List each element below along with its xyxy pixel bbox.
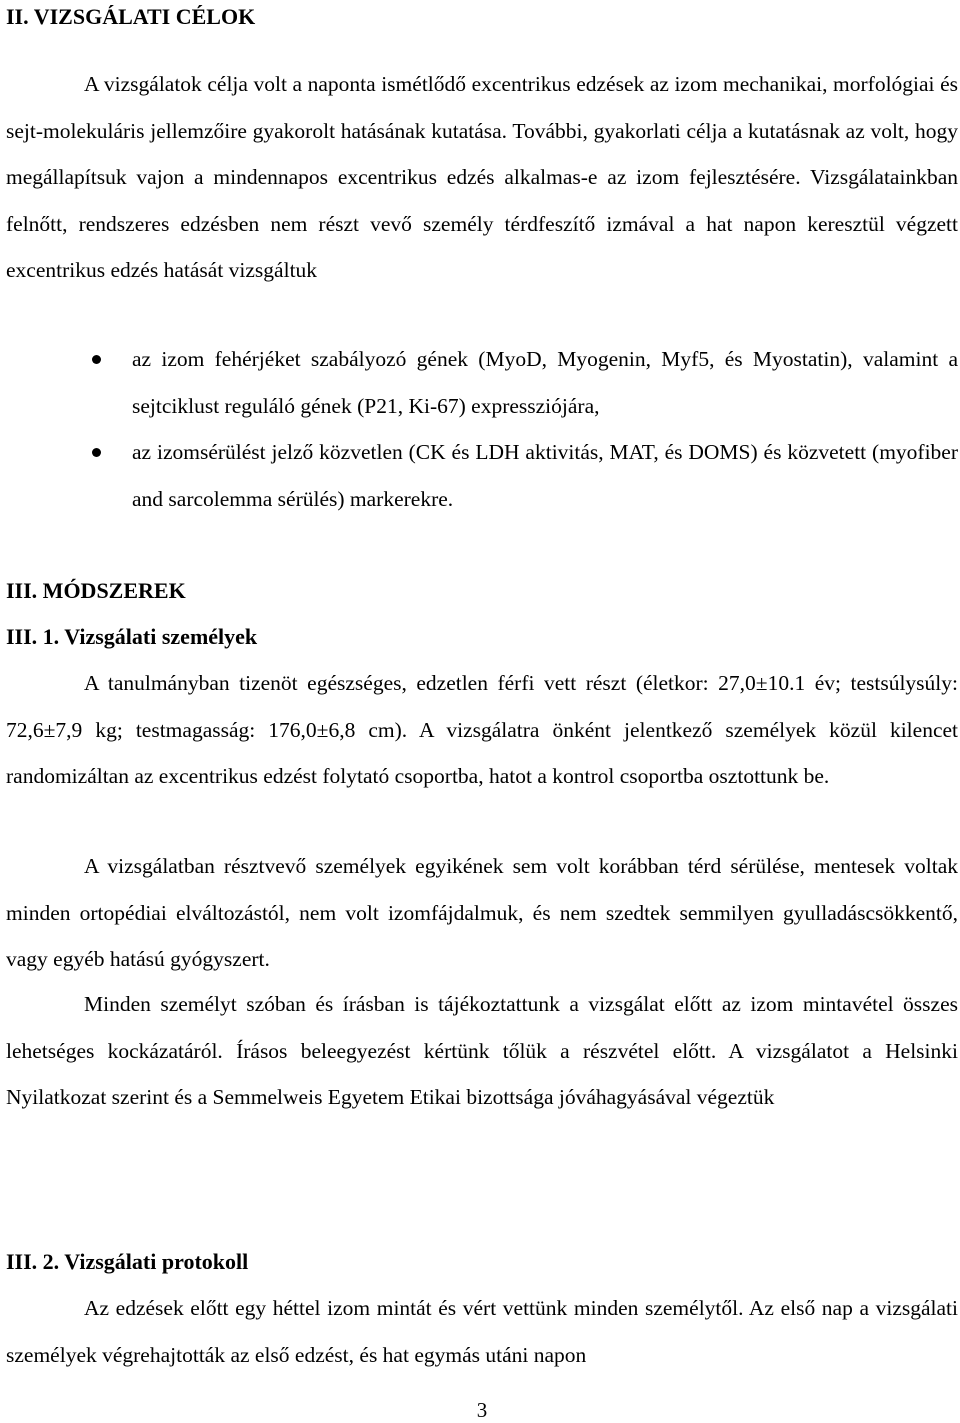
section-heading-vizsgalati-celok: II. VIZSGÁLATI CÉLOK [6, 4, 256, 29]
subsection-heading-vizsgalati-szemelyek: III. 1. Vizsgálati személyek [6, 624, 258, 649]
list-item [6, 429, 958, 522]
subjects-paragraph: A tanulmányban tizenöt egészséges, edzetlen férfi vett részt (életkor: 27,0±10.1 év; testsúlysúly: 72,6±7,9 kg; testmagasság: 176,0±6,8 cm). A vizsgálatra önként jelentkező személyek közül kilencet randomizáltan az excentrikus edzést folytató csoportba, hatot a kontrol csoportba osztottunk be. [6, 671, 958, 788]
subjects-health-paragraph: A vizsgálatban résztvevő személyek egyikének sem volt korábban térd sérülése, mentesek voltak minden ortopédiai elváltozástól, nem volt izomfájdalmuk, és nem szedtek semmilyen gyulladáscsökkentő, vagy egyéb hatású gyógyszert. [6, 854, 958, 971]
section-heading-modszerek: III. MÓDSZEREK [6, 578, 186, 603]
bullet-icon [92, 355, 101, 364]
list-item-text: az izomsérülést jelző közvetlen (CK és LDH aktivitás, MAT, és DOMS) és közvetett (myofiber and sarcolemma sérülés) markerekre. [132, 440, 958, 511]
subsection-heading-vizsgalati-protokoll: III. 2. Vizsgálati protokoll [6, 1249, 249, 1274]
page-number: 3 [476, 1398, 488, 1422]
list-item [6, 336, 958, 429]
document-page [6, 0, 958, 1423]
protocol-paragraph: Az edzések előtt egy héttel izom mintát és vért vettünk minden személytől. Az első nap a vizsgálati személyek végrehajtották az első edzést, és hat egymás utáni napon [6, 1296, 958, 1367]
bullet-icon [92, 448, 101, 457]
measured-markers-list [6, 336, 958, 522]
list-item-text: az izom fehérjéket szabályozó gének (MyoD, Myogenin, Myf5, és Myostatin), valamint a sejtciklust reguláló gének (P21, Ki-67) expressziójára, [132, 347, 958, 418]
consent-paragraph: Minden személyt szóban és írásban is tájékoztattunk a vizsgálat előtt az izom mintavétel összes lehetséges kockázatáról. Írásos beleegyezést kértünk tőlük a részvétel előtt. A vizsgálatot a Helsinki Nyilatkozat szerint és a Semmelweis Egyetem Etikai bizottsága jóváhagyásával végeztük [6, 992, 958, 1109]
aims-paragraph: A vizsgálatok célja volt a naponta ismétlődő excentrikus edzések az izom mechanikai, morfológiai és sejt-molekuláris jellemzőire gyakorolt hatásának kutatása. További, gyakorlati célja a kutatásnak az volt, hogy megállapítsuk vajon a mindennapos excentrikus edzés alkalmas-e az izom fejlesztésére. Vizsgálatainkban felnőtt, rendszeres edzésben nem részt vevő személy térdfeszítő izmával a hat napon keresztül végzett excentrikus edzés hatását vizsgáltuk [6, 72, 958, 282]
